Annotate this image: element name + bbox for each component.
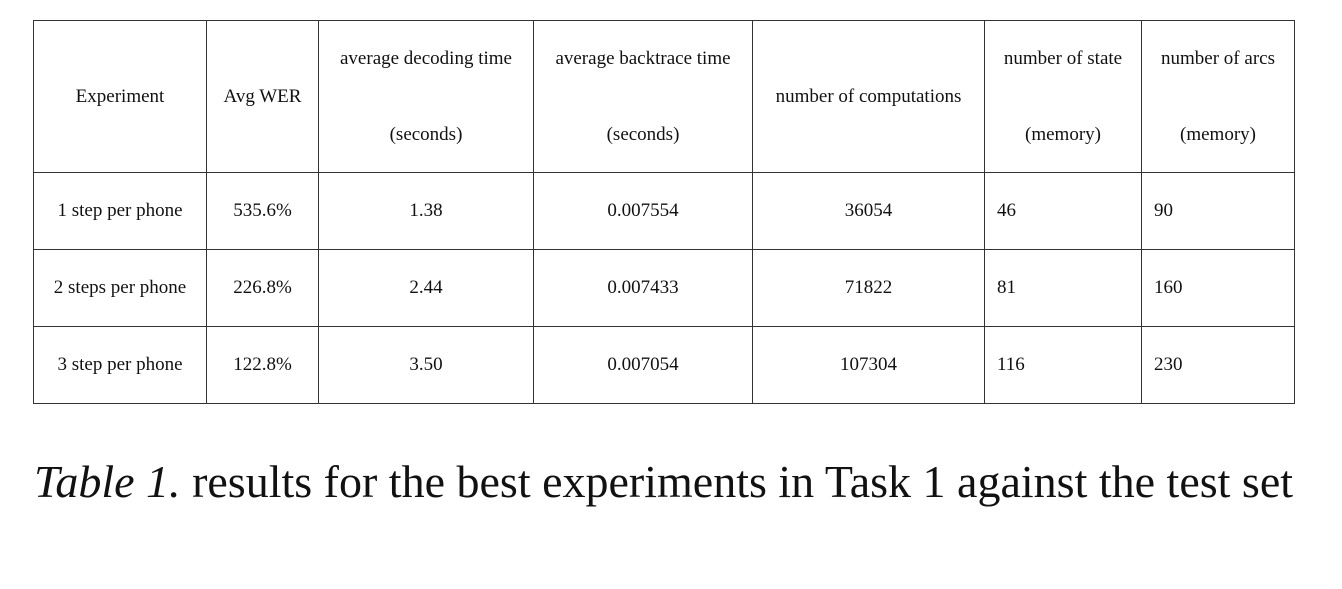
header-states	[985, 21, 1142, 173]
header-backtrace-time-label: average backtrace time	[555, 47, 731, 69]
table-row	[34, 250, 1295, 327]
cell-backtrace-time: 0.007433	[534, 250, 753, 327]
header-avg-wer-label: Avg WER	[223, 85, 302, 107]
cell-computations: 107304	[753, 327, 985, 404]
table-header-row	[34, 21, 1295, 173]
cell-avg-wer: 535.6%	[207, 173, 319, 250]
header-states-label: number of state	[1003, 47, 1123, 69]
header-backtrace-time-unit: (seconds)	[606, 123, 680, 145]
cell-arcs: 90	[1142, 173, 1295, 250]
cell-backtrace-time: 0.007054	[534, 327, 753, 404]
header-decoding-time-label: average decoding time	[340, 47, 512, 69]
header-decoding-time	[319, 21, 534, 173]
cell-decoding-time: 2.44	[319, 250, 534, 327]
cell-computations: 36054	[753, 173, 985, 250]
cell-decoding-time: 1.38	[319, 173, 534, 250]
header-states-unit: (memory)	[1025, 123, 1101, 145]
header-computations	[753, 21, 985, 173]
caption-label: Table 1.	[34, 456, 181, 507]
header-experiment	[34, 21, 207, 173]
header-decoding-time-unit: (seconds)	[389, 123, 463, 145]
table-row	[34, 173, 1295, 250]
table-caption	[34, 452, 1296, 511]
results-table	[33, 20, 1295, 404]
header-backtrace-time	[534, 21, 753, 173]
header-arcs-label: number of arcs	[1161, 47, 1275, 69]
cell-avg-wer: 122.8%	[207, 327, 319, 404]
header-experiment-label: Experiment	[75, 85, 165, 107]
caption-text: results for the best experiments in Task 1 against the test set	[192, 456, 1294, 507]
cell-avg-wer: 226.8%	[207, 250, 319, 327]
header-arcs-unit: (memory)	[1180, 123, 1256, 145]
cell-decoding-time: 3.50	[319, 327, 534, 404]
header-arcs	[1142, 21, 1295, 173]
cell-states: 116	[985, 327, 1142, 404]
table-row	[34, 327, 1295, 404]
cell-experiment: 1 step per phone	[34, 173, 207, 250]
cell-states: 46	[985, 173, 1142, 250]
cell-backtrace-time: 0.007554	[534, 173, 753, 250]
cell-experiment: 3 step per phone	[34, 327, 207, 404]
cell-arcs: 160	[1142, 250, 1295, 327]
header-avg-wer	[207, 21, 319, 173]
header-computations-label: number of computations	[775, 85, 962, 107]
cell-arcs: 230	[1142, 327, 1295, 404]
cell-computations: 71822	[753, 250, 985, 327]
cell-states: 81	[985, 250, 1142, 327]
cell-experiment: 2 steps per phone	[34, 250, 207, 327]
